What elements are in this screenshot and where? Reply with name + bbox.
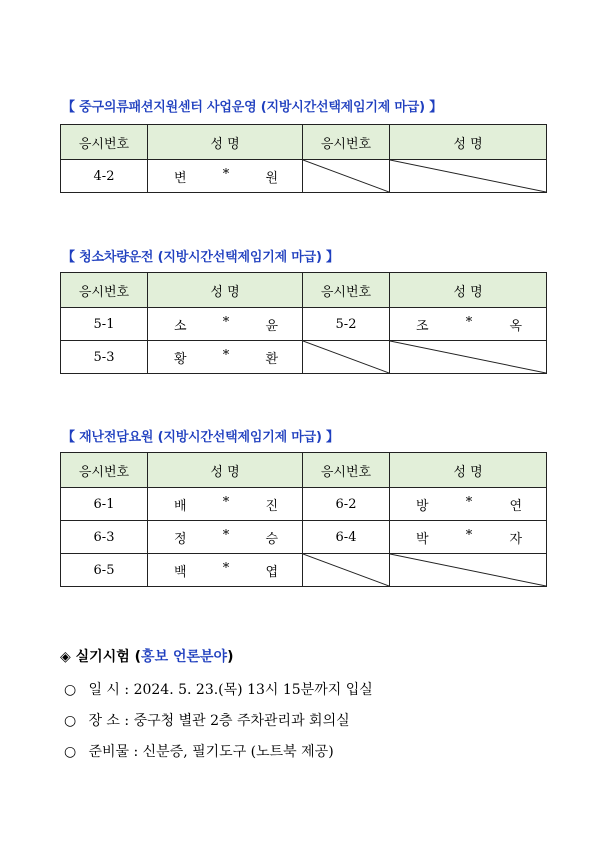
name-part: 백 — [174, 564, 187, 580]
header-exam-no: 응시번호 — [61, 453, 148, 488]
section-title-cleaning-vehicle: 【 청소차량운전 (지방시간선택제임기제 마급) 】 — [62, 250, 339, 265]
table-row — [61, 521, 547, 554]
exam-no-cell: 6-2 — [303, 488, 390, 521]
name-part: 소 — [174, 318, 187, 334]
name-part: 옥 — [509, 318, 522, 334]
table-header-row — [61, 273, 547, 308]
practical-exam-field-open: ( — [134, 649, 142, 665]
name-part: 윤 — [265, 318, 278, 334]
name-part: 자 — [509, 531, 522, 547]
header-exam-no: 응시번호 — [303, 125, 390, 160]
name-part: 정 — [174, 531, 187, 547]
diamond-bullet-icon: ◈ — [60, 649, 71, 665]
header-name: 성 명 — [148, 125, 303, 160]
exam-no-cell: 5-3 — [61, 341, 148, 374]
name-cell — [148, 308, 303, 341]
empty-cell — [390, 341, 547, 374]
exam-materials-line — [64, 741, 334, 761]
name-cell — [148, 341, 303, 374]
detail-label: 일 시 — [88, 682, 120, 698]
circle-bullet-icon: ○ — [64, 682, 77, 698]
header-name: 성 명 — [390, 125, 547, 160]
name-mask: * — [222, 166, 230, 182]
name-mask: * — [222, 314, 230, 330]
header-name: 성 명 — [390, 453, 547, 488]
table-row — [61, 341, 547, 374]
practical-exam-field-close: ) — [227, 649, 234, 665]
header-name: 성 명 — [148, 273, 303, 308]
roster-table-fashion-center — [60, 124, 547, 193]
name-mask: * — [222, 527, 230, 543]
name-part: 황 — [174, 351, 187, 367]
name-cell — [148, 554, 303, 587]
circle-bullet-icon: ○ — [64, 713, 77, 729]
header-name: 성 명 — [148, 453, 303, 488]
exam-no-cell: 6-1 — [61, 488, 148, 521]
detail-value: 2024. 5. 23.(목) 13시 15분까지 입실 — [133, 682, 373, 698]
name-mask: * — [222, 560, 230, 576]
practical-exam-heading — [60, 646, 233, 666]
detail-separator: : — [124, 682, 130, 698]
header-exam-no: 응시번호 — [303, 453, 390, 488]
name-mask: * — [222, 494, 230, 510]
detail-value: 중구청 별관 2층 주차관리과 회의실 — [133, 713, 350, 729]
exam-location-line — [64, 710, 350, 730]
detail-separator: : — [133, 744, 139, 760]
name-part: 연 — [509, 498, 522, 514]
name-part: 박 — [416, 531, 429, 547]
name-mask: * — [465, 314, 473, 330]
table-row — [61, 160, 547, 193]
empty-cell — [303, 341, 390, 374]
name-part: 방 — [416, 498, 429, 514]
table-header-row — [61, 125, 547, 160]
header-exam-no: 응시번호 — [61, 273, 148, 308]
section-title-fashion-center: 【 중구의류패션지원센터 사업운영 (지방시간선택제임기제 마급) 】 — [62, 100, 443, 115]
circle-bullet-icon: ○ — [64, 744, 77, 760]
section-title-disaster-response: 【 재난전담요원 (지방시간선택제임기제 마급) 】 — [62, 430, 339, 445]
header-exam-no: 응시번호 — [303, 273, 390, 308]
name-cell — [390, 488, 547, 521]
table-row — [61, 308, 547, 341]
roster-table-cleaning-vehicle — [60, 272, 547, 374]
name-part: 변 — [174, 170, 187, 186]
detail-value: 신분증, 필기도구 (노트북 제공) — [142, 744, 334, 760]
name-cell — [390, 308, 547, 341]
exam-no-cell: 4-2 — [61, 160, 148, 193]
name-cell — [148, 488, 303, 521]
exam-no-cell: 6-5 — [61, 554, 148, 587]
name-part: 엽 — [265, 564, 278, 580]
table-header-row — [61, 453, 547, 488]
name-cell — [148, 160, 303, 193]
name-part: 환 — [265, 351, 278, 367]
table-row — [61, 488, 547, 521]
name-part: 승 — [265, 531, 278, 547]
exam-no-cell: 5-1 — [61, 308, 148, 341]
table-row — [61, 554, 547, 587]
name-mask: * — [465, 494, 473, 510]
detail-label: 준비물 — [88, 744, 130, 760]
name-cell — [390, 521, 547, 554]
roster-table-disaster-response — [60, 452, 547, 587]
empty-cell — [390, 160, 547, 193]
exam-no-cell: 6-3 — [61, 521, 148, 554]
exam-no-cell: 6-4 — [303, 521, 390, 554]
name-mask: * — [465, 527, 473, 543]
name-part: 진 — [265, 498, 278, 514]
exam-no-cell: 5-2 — [303, 308, 390, 341]
practical-exam-title: 실기시험 — [75, 649, 130, 665]
name-cell — [148, 521, 303, 554]
name-part: 원 — [265, 170, 278, 186]
empty-cell — [303, 160, 390, 193]
detail-label: 장 소 — [88, 713, 120, 729]
name-part: 조 — [416, 318, 429, 334]
practical-exam-field: 홍보 언론분야 — [141, 649, 228, 665]
header-name: 성 명 — [390, 273, 547, 308]
empty-cell — [390, 554, 547, 587]
name-part: 배 — [174, 498, 187, 514]
name-mask: * — [222, 347, 230, 363]
header-exam-no: 응시번호 — [61, 125, 148, 160]
empty-cell — [303, 554, 390, 587]
detail-separator: : — [124, 713, 130, 729]
exam-datetime-line — [64, 679, 373, 699]
